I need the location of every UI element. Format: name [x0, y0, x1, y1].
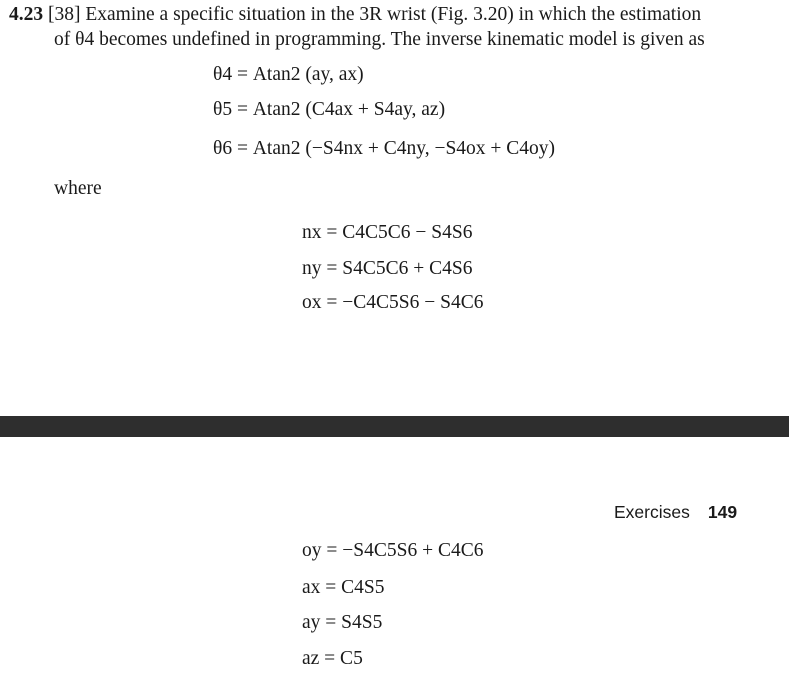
where-label: where [54, 178, 102, 199]
equation-theta6: θ6 = Atan2 (−S4nx + C4ny, −S4ox + C4oy) [213, 138, 556, 159]
page-number: 149 [707, 502, 738, 522]
section-title: Exercises [614, 502, 690, 522]
page-divider [0, 416, 789, 437]
equation-nx: nx = C4C5C6 − S4S6 [302, 222, 473, 243]
equation-theta5: θ5 = Atan2 (C4ax + S4ay, az) [213, 99, 446, 120]
problem-number: 4.23 [9, 4, 44, 25]
problem-line-2: of θ4 becomes undefined in programming. The inverse kinematic model is given as [54, 29, 705, 50]
page-header [614, 502, 737, 523]
equation-ox: ox = −C4C5S6 − S4C6 [302, 292, 484, 313]
equation-ax: ax = C4S5 [302, 577, 385, 598]
equation-az: az = C5 [302, 648, 363, 669]
equation-ay: ay = S4S5 [302, 612, 383, 633]
equation-oy: oy = −S4C5S6 + C4C6 [302, 540, 484, 561]
problem-line-1: [38] Examine a specific situation in the 3R wrist (Fig. 3.20) in which the estimation [48, 4, 702, 25]
problem-statement [9, 2, 769, 52]
equation-ny: ny = S4C5C6 + C4S6 [302, 258, 473, 279]
equation-theta4: θ4 = Atan2 (ay, ax) [213, 64, 364, 85]
